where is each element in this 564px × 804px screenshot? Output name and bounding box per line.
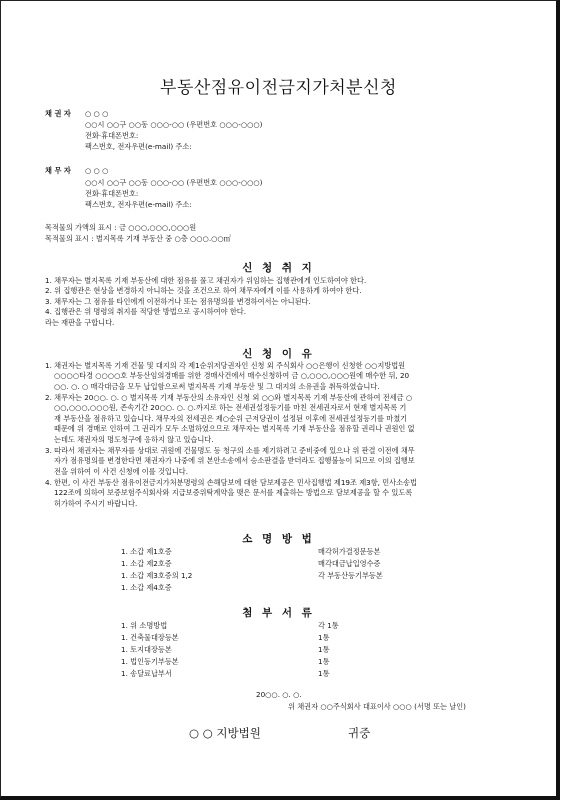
reason-line: 1. 채권자는 별지목록 기재 건물 및 대지의 각 제1순위저당권자인 신청 외 주식회사 ○○은행이 신청한 ○○지방법원 <box>45 361 406 370</box>
evidence-desc: 매각대금납입영수증 <box>318 559 381 568</box>
creditor-fax-email: 팩스번호, 전자우편(e-mail) 주소: <box>85 142 192 151</box>
reason-4 <box>45 478 417 509</box>
evidence-desc: 매각허가결정문등본 <box>318 547 381 556</box>
reason-line: 3. 따라서 채권자는 채무자를 상대로 귀원에 건물명도 등 청구의 소를 제기하려고 준비중에 있으나 위 판결 이전에 채무 <box>45 446 415 455</box>
evidence-item: 1. 소갑 제1호증 <box>121 547 172 556</box>
purpose-closing: 라는 재판을 구합니다. <box>45 317 115 327</box>
attachments-heading: 첨 부 서 류 <box>242 607 315 619</box>
claim-value: 목적물의 가액의 표시 : 금 ○○○,○○○,○○○원 <box>45 223 197 232</box>
purpose-item: 3. 채무자는 그 점유를 타인에게 이전하거나 또는 점유명의를 변경하여서는 아니된다. <box>45 296 311 306</box>
evidence-item: 1. 소갑 제4호증 <box>121 583 172 592</box>
reason-line: 122조에 의하여 보증보험주식회사와 지급보증위탁계약을 맺은 문서를 제출하는 방법으로 담보제공을 할 수 있도록 <box>54 488 413 498</box>
debtor-fax-email: 팩스번호, 전자우편(e-mail) 주소: <box>85 200 192 209</box>
purpose-item: 1. 채무자는 별지목록 기재 부동산에 대한 점유를 풀고 채권자가 위임하는 집행관에게 인도하여야 한다. <box>45 276 367 285</box>
purpose-heading: 신 청 취 지 <box>242 262 315 274</box>
attachment-item: 1. 토지대장등본 <box>121 645 172 654</box>
reason-line: 2. 채무자는 20○○. ○. ○ 별지목록 기재 부동산의 소유자인 신청 외 ○○와 별지목록 기재 부동산에 관하여 전세금 ○ <box>45 393 413 402</box>
attachment-count: 1통 <box>318 657 330 666</box>
reason-line: 재 부동산을 점유하고 있습니다. 채무자의 전세권은 제○순위 근저당권이 설정된 이후에 전세권설정등기를 마쳤기 <box>54 413 408 423</box>
reason-line: ○○○○타경 ○○○○호 부동산임의경매를 위한 경매사건에서 매수신청하여 금 ○,○○○,○○○원에 매수한 뒤, 20 <box>54 371 410 381</box>
reason-3 <box>45 446 415 477</box>
debtor-label: 채 무 자 <box>45 166 71 175</box>
court-name: ○ ○ 지방법원 <box>189 726 261 740</box>
evidence-item: 1. 소갑 제2호증 <box>121 559 172 568</box>
attachment-count: 각 1통 <box>318 621 339 630</box>
evidence-heading: 소 명 방 법 <box>242 533 315 545</box>
creditor-name: ○ ○ ○ <box>85 109 109 118</box>
reason-line: 자가 점유명의를 변경한다면 채권자가 나중에 위 본안소송에서 승소판결을 받더라도 집행불능이 되므로 이의 집행보 <box>54 456 415 466</box>
court-addressee: 귀중 <box>348 726 371 740</box>
reason-line: 전을 위하여 이 사건 신청에 이를 것입니다. <box>54 466 189 476</box>
debtor-phone: 전화·휴대폰번호: <box>85 189 139 198</box>
attachment-count: 1통 <box>318 645 330 654</box>
creditor-phone: 전화·휴대폰번호: <box>85 131 139 140</box>
purpose-item: 4. 집행관은 위 명령의 취지를 적당한 방법으로 공시하여야 한다. <box>45 307 247 317</box>
attachment-count: 1통 <box>318 669 330 678</box>
reason-line: ○○. ○. ○ 매각대금을 모두 납입함으로써 별지목록 기재 부동산 및 그 대지의 소유권을 취득하였습니다. <box>54 381 380 391</box>
creditor-address: ○○시 ○○구 ○○동 ○○○-○○ (우편번호 ○○○-○○○) <box>85 120 263 129</box>
attachment-count: 1통 <box>318 633 330 642</box>
reason-1 <box>45 361 409 392</box>
purpose-item: 2. 위 집행관은 현상을 변경하지 아니하는 것을 조건으로 하여 채무자에게 이를 사용하게 하여야 한다. <box>45 286 362 296</box>
evidence-item: 1. 소갑 제3호증의 1,2 <box>121 571 193 580</box>
attachment-item: 1. 송달료납부서 <box>121 669 172 678</box>
reason-line: 때문에 위 경매로 인하여 그 권리가 모두 소멸하였으므로 채무자는 별지목록 기재 부동산을 점유할 권리나 권원인 없 <box>54 424 415 434</box>
reason-line: 4. 한편, 이 사건 부동산 점유이전금지가처분명령의 손해담보에 대한 담보제공은 민사집행법 제19조 제3항, 민사소송법 <box>45 478 417 487</box>
evidence-desc: 각 부동산등기부등본 <box>318 571 383 580</box>
reason-line: ○○,○○○,○○○원, 존속기간 20○○. ○. ○.까지로 하는 전세권설정등기를 마친 전세권자로서 현재 별지목록 기 <box>54 403 407 413</box>
reasons-heading: 신 청 이 유 <box>242 348 315 360</box>
purpose-list <box>45 276 366 328</box>
creditor-label: 채 권 자 <box>45 109 71 118</box>
filing-date: 20○○. ○. ○. <box>256 690 302 699</box>
document-title: 부동산점유이전금지가처분신청 <box>160 78 397 98</box>
reason-line: 는데도 채권자의 명도청구에 응하지 않고 있습니다. <box>54 434 214 444</box>
attachment-item: 1. 법인등기부등본 <box>121 657 179 666</box>
reason-2 <box>45 393 415 445</box>
debtor-address: ○○시 ○○구 ○○동 ○○○-○○ (우편번호 ○○○-○○○) <box>85 178 263 187</box>
claim-object: 목적물의 표시 : 별지목록 기재 부동산 중 ○층 ○○○.○○㎡ <box>45 234 231 243</box>
attachment-item: 1. 건축물대장등본 <box>121 633 179 642</box>
debtor-name: ○ ○ ○ <box>85 166 109 175</box>
attachment-item: 1. 위 소명방법 <box>121 621 168 630</box>
reason-line: 허가하여 주시기 바랍니다. <box>54 498 138 508</box>
signature-line: 위 채권자 ○○주식회사 대표이사 ○○○ (서명 또는 날인) <box>288 702 466 711</box>
